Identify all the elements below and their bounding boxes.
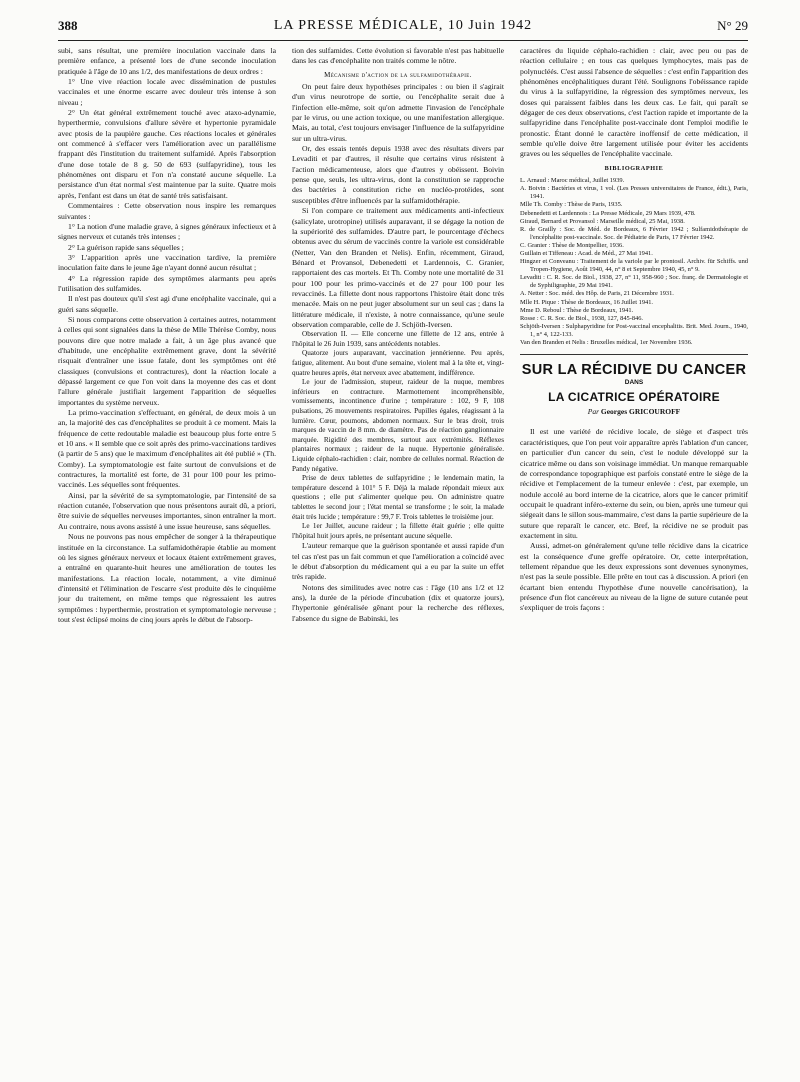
article-subtitle: LA CICATRICE OPÉRATOIRE [548, 389, 720, 404]
article-title-connector: DANS [624, 379, 644, 387]
article-divider [520, 354, 748, 355]
bibliography-entry: R. de Grailly : Soc. de Méd. de Bordeaux, 6 Février 1942 ; Sulfamidothérapie de l'encéphalite post-vaccinale. Soc. de Pédiatrie de Paris, 17 Février 1942. [520, 225, 748, 241]
bibliography-entry: A. Netter : Soc. méd. des Hôp. de Paris, 21 Décembre 1931. [520, 290, 674, 298]
page-number: 388 [58, 18, 78, 33]
header-rule [58, 40, 748, 41]
bibliography-entry: C. Granier : Thèse de Montpellier, 1936. [520, 241, 624, 249]
paragraph: Si l'on compare ce traitement aux médicaments anti-infectieux (salicylate, urotropine) utilisés auparavant, il se dégage la notion de la supériorité des sulfamides. D'autre part, le pourcentage d'échecs obtenus avec du sérum de vaccinés contre la variole est considérable (Netter, Van den Branden et Nelis). Enfin, récemment, Giraud, Bénard et Provansol, Debenedetti et Lardennois, C. Granier, rapportaient des cas mortels. Et Th. Comby note une mortalité de 31 pour 100 pour les primo-vaccinés et de 27 pour 100 pour les revaccinés. La fillette dont nous rapportons l'histoire était donc très menacée. Mais on ne peut juger absolument sur un seul cas ; dans la littérature médicale, il n'existe, à notre connaissance, qu'une seule observation comparable, celle de J. Schjöth-Iversen. [292, 206, 504, 329]
page-header [58, 18, 748, 38]
bibliography-title: BIBLIOGRAPHIE [604, 164, 664, 172]
paragraph: Commentaires : Cette observation nous inspire les remarques suivantes : [58, 201, 276, 221]
bibliography-entry: Van den Branden et Nelis : Bruxelles médical, 1er Novembre 1936. [520, 339, 693, 346]
paragraph: subi, sans résultat, une première inoculation vaccinale dans la première enfance, a présenté lors de d'une seconde inoculation pratiquée à l'âge de 10 ans 1/2, des manifestations de deux ordres : [58, 46, 276, 76]
bibliography-entry: Giraud, Bernard et Provansol : Marseille médical, 25 Mai, 1938. [520, 217, 685, 225]
byline-prefix: Par [587, 407, 599, 417]
bibliography-entry: Hingzer et Conveanu : Traitement de la variole par le prontosil. Archiv. für Schiffs. und Tropen-Hygiene, Août 1940, 44, n° 8 et Septembre 1940, 45, n° 9. [520, 258, 748, 274]
observation-paragraph: Prise de deux tablettes de sulfapyridine ; le lendemain matin, la température descend à 101° 5 F. Déjà la malade répondait mieux aux questions ; elle put s'alimenter quelque peu. On administre quatre tablettes le second jour ; l'état mental se transforme ; le soir, la malade était très lucide ; température : 99,7 F. Trois tablettes le troisième jour. [292, 474, 504, 521]
paragraph: Nous ne pouvons pas nous empêcher de songer à la thérapeutique instituée en la circonstance. La sulfamidothérapie établie au moment où les signes généraux nerveux et locaux étaient extrêmement graves, a entraîné en quarante-huit heures une amélioration de toutes les manifestations. La réaction locale, notamment, a vite diminué d'intensité et l'élimination de l'escarre s'est produite dès le cinquième jour du traitement, en même temps que régressaient les autres symptômes : hyperthermie, prostration et symptomatologie nerveuse ; tout s'est éclipsé moins de cinq jours après le début de l'absorp- [58, 532, 276, 624]
observation-paragraph: Quatorze jours auparavant, vaccination jennérienne. Peu après, fatigue, alitement. Au bout d'une semaine, violent mal à la tête et, vingt-quatre heures après, état nerveux avec abattement, indifférence. [292, 349, 504, 377]
paragraph: Il n'est pas douteux qu'il s'est agi d'une encéphalite vaccinale, qui a guéri sans séquelle. [58, 294, 276, 314]
bibliography-entry: Mlle Th. Comby : Thèse de Paris, 1935. [520, 201, 623, 209]
paragraph: 4° La régression rapide des symptômes alarmants peu après l'utilisation des sulfamides. [58, 273, 276, 293]
column-3 [520, 46, 748, 1062]
section-subhead: Mécanisme d'action de la sulfamidothérapie. [324, 70, 472, 79]
bibliography-entry: L. Arnaud : Maroc médical, Juillet 1939. [520, 177, 625, 185]
paragraph: On peut faire deux hypothèses principales : ou bien il s'agirait d'un virus neurotrope de sortie, ou l'encéphalite serait due à l'infection elle-même, soit qu'on admette l'invasion de l'encéphale par le virus, ou une action toxique, ou une manifestation allergique. Mais, au total, c'est toujours envisager l'influence de la sulfapyridine sur un ultra-virus. [292, 82, 504, 143]
article-paragraph: Aussi, admet-on généralement qu'une telle récidive dans la cicatrice est la conséquence d'une greffe opératoire. Or, cette interprétation, tellement répandue que les deux expressions sont devenues synonymes, n'est pas la seule possible. Elle prête en tout cas à discussion. A priori (en écartant bien entendu l'hypothèse d'une nouvelle cancérisation), la présence d'un flot cancéreux au niveau de la ligne de suture cutanée peut s'expliquer de trois façons : [520, 541, 748, 613]
bibliography-entry: Mme D. Reboul : Thèse de Bordeaux, 1941. [520, 306, 634, 314]
column-1 [58, 46, 276, 1062]
paragraph: Or, des essais tentés depuis 1938 avec des résultats divers par Levaditi et par d'autres, il résulte que certains virus résistent à l'action médicamenteuse, alors que d'autres y obéissent. Boivin pense que, seuls, les ultra-virus, dont la constitution se rapproche des bactéries à constitution riche en nucléo-protéides, sont susceptibles d'être influencés par la sulfamidothérapie. [292, 144, 504, 205]
paragraph: Ainsi, par la sévérité de sa symptomatologie, par l'intensité de sa réaction cutanée, l'observation que nous présentons aurait dû, a priori, être suivie de séquelles nerveuses importantes, sinon entraîner la mort. Au contraire, nous avons assisté à une issue heureuse, sans séquelles. [58, 490, 276, 531]
paragraph: La primo-vaccination s'effectuant, en général, de deux mois à un an, la majorité des cas d'encéphalites se produit à ce moment. Mais la fréquence de cette redoutable maladie est beaucoup plus forte entre 5 et 10 ans. « Il semble que ce soit après des primo-vaccinations tardives (à partir de 5 ans) que le maximum d'encéphalites ait été publié » (Th. Comby). La symptomatologie est faite surtout de convulsions et de contractures, la mortalité est forte, de 31 pour 100 pour les primo-vaccinés. Les séquelles sont fréquentes. [58, 408, 276, 490]
paragraph: 3° L'apparition après une vaccination tardive, la première inoculation faite dans le jeune âge n'ayant donné aucun résultat ; [58, 252, 276, 273]
article-title: SUR LA RÉCIDIVE DU CANCER [521, 362, 747, 379]
bibliography-entry: Rosse : C. R. Soc. de Biol., 1938, 127, 845-846. [520, 314, 644, 322]
bibliography-entry: Debenedetti et Lardennois : La Presse Médicale, 29 Mars 1939, 478. [520, 209, 696, 217]
paragraph: 1° La notion d'une maladie grave, à signes généraux infectieux et à signes nerveux et cutanés très intenses ; [58, 221, 276, 242]
paragraph: 1° Une vive réaction locale avec dissémination de pustules vaccinales et une énorme escarre avec douleur très intense à son niveau ; [58, 77, 276, 107]
bibliography-entry: Levaditi : C. R. Soc. de Biol., 1938, 27, n° 11, 958-960 ; Soc. franç. de Dermatologie et de Syphiligraphie, 29 Mai 1941. [520, 274, 748, 290]
observation-paragraph: Le jour de l'admission, stupeur, raideur de la nuque, membres inférieurs en contracture. Marmottement incompréhensible, vomissements, incontinence d'urine ; température : 102, 9 F, 108 pulsations, 26 mouvements respiratoires. Pupilles égales, réagissant à la lumière. Cœur, poumons, abdomen normaux. Sur le bras droit, trois marques de vaccin de 8 mm. de diamètre. Pas de réaction ganglionnaire marquée. Rigidité des membres, surtout aux extrémités. Réflexes plantaires normaux ; raideur de la nuque. Hypertonie généralisée. Liquide céphalo-rachidien : clair, nombre de cellules normal. Réaction de Pandy négative. [292, 378, 504, 473]
paragraph: Notons des similitudes avec notre cas : l'âge (10 ans 1/2 et 12 ans), la durée de la période d'incubation (dix et quatorze jours), l'hypertonie généralisée gênant pour la recherche des réflexes, l'absence du signe de Babinski, les [292, 582, 504, 623]
paragraph: L'auteur remarque que la guérison spontanée et aussi rapide d'un tel cas n'est pas un fait commun et que l'amélioration a coïncidé avec le début d'absorption du médicament qui a eu par la suite un effet très rapide. [292, 541, 504, 582]
paragraph: Si nous comparons cette observation à certaines autres, notamment à celles qui sont signalées dans la thèse de Mlle Thérèse Comby, nous pouvons dire que notre malade a fait, à un âge plus avancé que d'habitude, une encéphalite extrêmement grave, dont la sévérité risquait d'entraîner une issue fatale, dont les symptômes ont été classiques (convulsions et contractures), dont la réaction locale a dépassé largement ce que l'on voit dans la moyenne des cas et dont l'allure générale justifiait largement l'apparition de séquelles importantes du système nerveux. [58, 314, 276, 407]
observation-paragraph: Le 1er Juillet, aucune raideur ; la fillette était guérie ; elle quitte l'hôpital huit jours après, ne présentant aucune séquelle. [292, 522, 504, 540]
journal-title: LA PRESSE MÉDICALE, 10 Juin 1942 [273, 18, 533, 33]
bibliography-entry: Guillain et Tiffeneau : Acad. de Méd., 27 Mai 1941. [520, 249, 653, 257]
author-name: Georges GRICOUROFF [600, 407, 681, 417]
bibliography-list [520, 177, 748, 347]
issue-number: N° 29 [717, 18, 748, 33]
paragraph: tion des sulfamides. Cette évolution si favorable n'est pas habituelle dans les cas d'encéphalite non traités comme le nôtre. [292, 46, 504, 66]
bibliography-entry: Mlle H. Pique : Thèse de Bordeaux, 16 Juillet 1941. [520, 298, 654, 306]
article-byline [520, 407, 748, 417]
column-2 [292, 46, 504, 1062]
paragraph: 2° Un état général extrêmement touché avec ataxo-adynamie, hyperthermie, convulsions d'allure sévère et hypertonie pyramidale avec ptosis de la paupière gauche. Ces réactions locales et générales ont commencé à s'effacer vers l'amélioration avec un parallélisme frappant dès l'institution du traitement sulfamidé. Après l'absorption d'une dose totale de 8 g. 50 de 693 (sulfapyridine), tous les phénomènes ont disparu et l'on n'a constaté aucune séquelle. La persistance d'un état normal s'est maintenue par la suite. Quatre mois après, l'enfant est dans un état de santé très satisfaisant. [58, 108, 276, 200]
article-paragraph: Il est une variété de récidive locale, de siège et d'aspect très caractéristiques, que l'on peut voir apparaître après l'ablation d'un cancer, en particulier d'un cancer du sein, c'est le nodule développé sur la cicatrice même ou dans son voisinage immédiat. Un manque remarquable de correspondance topographique est parfois constaté entre le siège de la récidive et l'emplacement de la tumeur enlevée : c'est, par exemple, un nodule accolé au bord interne de la cicatrice, alors que le cancer primitif occupait le quadrant inféro-externe du sein, ou bien, après une tumeur qui siégeait dans le sillon sous-mammaire, c'est dans la partie supérieure de la suture que reparaît le cancer, etc. Bref, la récidive ne se produit pas exactement in situ. [520, 427, 748, 540]
paragraph: caractères du liquide céphalo-rachidien : clair, avec peu ou pas de réaction cellulaire ; en tous cas quelques lymphocytes, mais pas de polynucléés. C'est aussi l'absence de séquelles : c'est enfin l'apparition des phénomènes encéphalitiques durant l'été. Soulignons l'obéissance rapide du virus à la sulfapyridine, la régression des symptômes nerveux, les doses qui paraissent faibles dans les deux cas. Le fait, qui paraît se dégager de ces deux observations, c'est l'action rapide et importante de la sulfapyridine dans l'encéphalite post-vaccinale dont l'emploi modifie le pronostic. Étant donné le caractère inoffensif de cette médication, il semble qu'elle doive être largement utilisée pour éviter les accidents graves ou les séquelles de l'encéphalite vaccinale. [520, 46, 748, 159]
observation-paragraph: Observation II. — Elle concerne une fillette de 12 ans, entrée à l'hôpital le 26 Juin 1939, sans antécédents notables. [292, 330, 504, 348]
paragraph: 2° La guérison rapide sans séquelles ; [68, 242, 184, 252]
bibliography-entry: A. Boivin : Bactéries et virus, 1 vol. (Les Presses universitaires de France, édit.), Paris, 1941. [520, 185, 748, 201]
bibliography-entry: Schjöth-Iversen : Sulphapyridine for Post-vaccinal encephalitis. Brit. Med. Journ., 1940, 1, n° 4, 122-133. [520, 322, 748, 338]
